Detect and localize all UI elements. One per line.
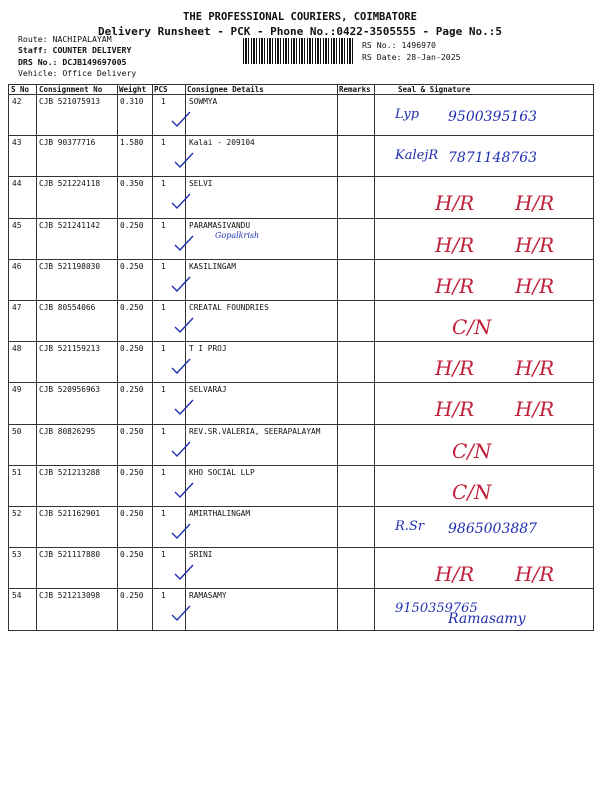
consignment-cell: CJB 521224118 xyxy=(39,179,101,189)
seal-signature-1: H/R xyxy=(435,562,475,587)
sno-cell: 46 xyxy=(12,261,22,271)
sno-cell: 44 xyxy=(12,179,22,189)
check-mark-icon xyxy=(173,152,195,170)
check-mark-icon xyxy=(170,358,192,376)
sno-cell: 52 xyxy=(12,509,22,518)
col-seal: Seal & Signature xyxy=(398,85,471,94)
runsheet-title: Delivery Runsheet - PCK - Phone No.:0422-3505555 - Page No.:5 xyxy=(98,25,502,38)
check-mark-icon xyxy=(170,193,192,211)
row-divider xyxy=(8,506,594,507)
check-mark-icon xyxy=(173,235,195,253)
weight-cell: 0.250 xyxy=(120,509,144,518)
drs-value: DCJB149697005 xyxy=(62,57,127,67)
consignee-cell: Kalai - 209104 xyxy=(189,138,255,148)
vehicle-line xyxy=(18,68,136,79)
company-title: THE PROFESSIONAL COURIERS, COIMBATORE xyxy=(183,11,417,23)
weight-cell: 0.250 xyxy=(120,261,144,271)
weight-cell: 0.250 xyxy=(120,550,144,560)
row-divider xyxy=(8,382,594,383)
header-divider xyxy=(8,94,594,95)
row-divider xyxy=(8,300,594,301)
consignee-cell: AMIRTHALINGAM xyxy=(189,509,251,518)
seal-signature-1: H/R xyxy=(435,397,475,422)
consignee-cell: PARAMASIVANDU xyxy=(189,220,251,230)
sno-cell: 50 xyxy=(12,426,22,436)
vehicle-value: Office Delivery xyxy=(62,68,137,78)
row-divider xyxy=(8,135,594,136)
row-divider xyxy=(8,547,594,548)
consignee-cell: KHO SOCIAL LLP xyxy=(189,467,255,477)
col-consignee: Consignee Details xyxy=(187,85,264,94)
sno-cell: 51 xyxy=(12,467,22,477)
seal-signature-2: H/R xyxy=(515,397,555,422)
pcs-cell: 1 xyxy=(161,179,166,189)
pcs-cell: 1 xyxy=(161,220,166,230)
col-divider xyxy=(337,84,338,631)
consignment-cell: CJB 521117880 xyxy=(39,550,101,560)
row-divider xyxy=(8,465,594,466)
seal-signature-2: H/R xyxy=(515,232,555,257)
route-value: NACHIPALAYAM xyxy=(52,34,112,44)
sno-cell: 45 xyxy=(12,220,22,230)
sno-cell: 42 xyxy=(12,97,22,106)
vehicle-label: Vehicle: xyxy=(18,68,58,78)
route-label: Route: xyxy=(18,34,48,44)
consignment-cell: CJB 521198030 xyxy=(39,261,101,271)
col-pcs: PCS xyxy=(154,85,168,94)
rs-no-line xyxy=(362,40,436,51)
seal-signature-1: Lyp xyxy=(395,107,420,122)
consignment-cell: CJB 521075913 xyxy=(39,97,101,106)
col-divider xyxy=(374,84,375,631)
consignment-cell: CJB 521213288 xyxy=(39,467,101,477)
rs-no-label: RS No.: xyxy=(362,40,397,50)
seal-signature-2: Ramasamy xyxy=(448,611,526,628)
staff-value: COUNTER DELIVERY xyxy=(52,45,132,55)
row-divider xyxy=(8,341,594,342)
weight-cell: 0.250 xyxy=(120,344,144,354)
seal-signature-1: H/R xyxy=(435,191,475,216)
seal-signature-1: 9150359765 xyxy=(395,601,478,617)
staff-line xyxy=(18,45,131,56)
consignee-cell: SELVARAJ xyxy=(189,385,227,395)
weight-cell: 0.250 xyxy=(120,591,144,601)
pcs-cell: 1 xyxy=(161,385,166,395)
seal-signature-1: KalejR xyxy=(395,148,439,164)
pcs-cell: 1 xyxy=(161,426,166,436)
pcs-cell: 1 xyxy=(161,303,166,312)
col-sno: S No xyxy=(11,85,30,94)
pcs-cell: 1 xyxy=(161,261,166,271)
consignment-cell: CJB 521159213 xyxy=(39,344,101,354)
check-mark-icon xyxy=(170,523,192,541)
seal-signature-1: C/N xyxy=(452,438,492,463)
col-divider xyxy=(36,84,37,631)
consignment-cell: CJB 521162901 xyxy=(39,509,101,518)
seal-signature-1: C/N xyxy=(452,315,492,339)
weight-cell: 0.310 xyxy=(120,97,144,106)
staff-label: Staff: xyxy=(18,45,48,55)
seal-signature-2: H/R xyxy=(515,273,555,298)
drs-line xyxy=(18,57,126,68)
check-mark-icon xyxy=(173,399,195,417)
consignee-cell: SRINI xyxy=(189,550,213,560)
consignee-cell: REV.SR.VALERIA, SEERAPALAYAM xyxy=(189,426,321,436)
row-divider xyxy=(8,259,594,260)
seal-signature-2: H/R xyxy=(515,191,555,216)
weight-cell: 0.250 xyxy=(120,303,144,312)
seal-signature-1: H/R xyxy=(435,232,475,257)
sno-cell: 47 xyxy=(12,303,22,312)
consignment-cell: CJB 521213098 xyxy=(39,591,101,601)
consignee-cell: SELVI xyxy=(189,179,213,189)
row-divider xyxy=(8,588,594,589)
check-mark-icon xyxy=(173,564,195,582)
consignee-cell: RAMASAMY xyxy=(189,591,227,601)
seal-signature-1: C/N xyxy=(452,479,492,504)
row-divider xyxy=(8,176,594,177)
row-divider xyxy=(8,424,594,425)
drs-label: DRS No.: xyxy=(18,57,58,67)
consignee-cell: T I PROJ xyxy=(189,344,227,354)
check-mark-icon xyxy=(173,482,195,500)
seal-signature-2: H/R xyxy=(515,562,555,587)
runsheet-barcode xyxy=(243,38,353,64)
weight-cell: 0.250 xyxy=(120,385,144,395)
seal-signature-2: 9500395163 xyxy=(448,109,538,125)
rs-date-value: 28-Jan-2025 xyxy=(406,52,461,62)
col-weight: Weight xyxy=(119,85,147,94)
row-divider xyxy=(8,218,594,219)
pcs-cell: 1 xyxy=(161,550,166,560)
pcs-cell: 1 xyxy=(161,97,166,106)
seal-signature-1: R.Sr xyxy=(395,519,425,534)
route-line xyxy=(18,34,112,45)
col-divider xyxy=(117,84,118,631)
col-remarks: Remarks xyxy=(339,85,371,94)
check-mark-icon xyxy=(170,276,192,294)
check-mark-icon xyxy=(170,605,192,623)
pcs-cell: 1 xyxy=(161,344,166,354)
weight-cell: 0.250 xyxy=(120,467,144,477)
consignee-cell: CREATAL FOUNDRIES xyxy=(189,303,269,312)
sno-cell: 49 xyxy=(12,385,22,395)
rs-date-label: RS Date: xyxy=(362,52,402,62)
consignment-cell: CJB 90377716 xyxy=(39,138,96,148)
sno-cell: 48 xyxy=(12,344,22,354)
col-divider xyxy=(152,84,153,631)
seal-signature-1: H/R xyxy=(435,273,475,298)
rs-no-value: 1496970 xyxy=(401,40,436,50)
pcs-cell: 1 xyxy=(161,509,166,518)
consignment-cell: CJB 520956963 xyxy=(39,385,101,395)
pcs-cell: 1 xyxy=(161,138,166,148)
handwritten-note: Gopalkrish xyxy=(215,230,260,240)
pcs-cell: 1 xyxy=(161,467,166,477)
weight-cell: 0.350 xyxy=(120,179,144,189)
weight-cell: 1.580 xyxy=(120,138,144,148)
seal-signature-2: H/R xyxy=(515,356,555,381)
consignment-cell: CJB 80554066 xyxy=(39,303,96,312)
rs-date-line xyxy=(362,52,461,63)
consignment-cell: CJB 521241142 xyxy=(39,220,101,230)
consignee-cell: SOWMYA xyxy=(189,97,218,106)
seal-signature-2: 9865003887 xyxy=(448,521,538,537)
weight-cell: 0.250 xyxy=(120,220,144,230)
sno-cell: 43 xyxy=(12,138,22,148)
consignment-cell: CJB 80826295 xyxy=(39,426,96,436)
check-mark-icon xyxy=(173,317,195,335)
check-mark-icon xyxy=(170,111,192,129)
weight-cell: 0.250 xyxy=(120,426,144,436)
sno-cell: 54 xyxy=(12,591,22,601)
consignee-cell: KASILINGAM xyxy=(189,261,236,271)
col-consignment: Consignment No xyxy=(39,85,103,94)
sno-cell: 53 xyxy=(12,550,22,560)
check-mark-icon xyxy=(170,441,192,459)
seal-signature-1: H/R xyxy=(435,356,475,381)
pcs-cell: 1 xyxy=(161,591,166,601)
seal-signature-2: 7871148763 xyxy=(448,150,538,167)
